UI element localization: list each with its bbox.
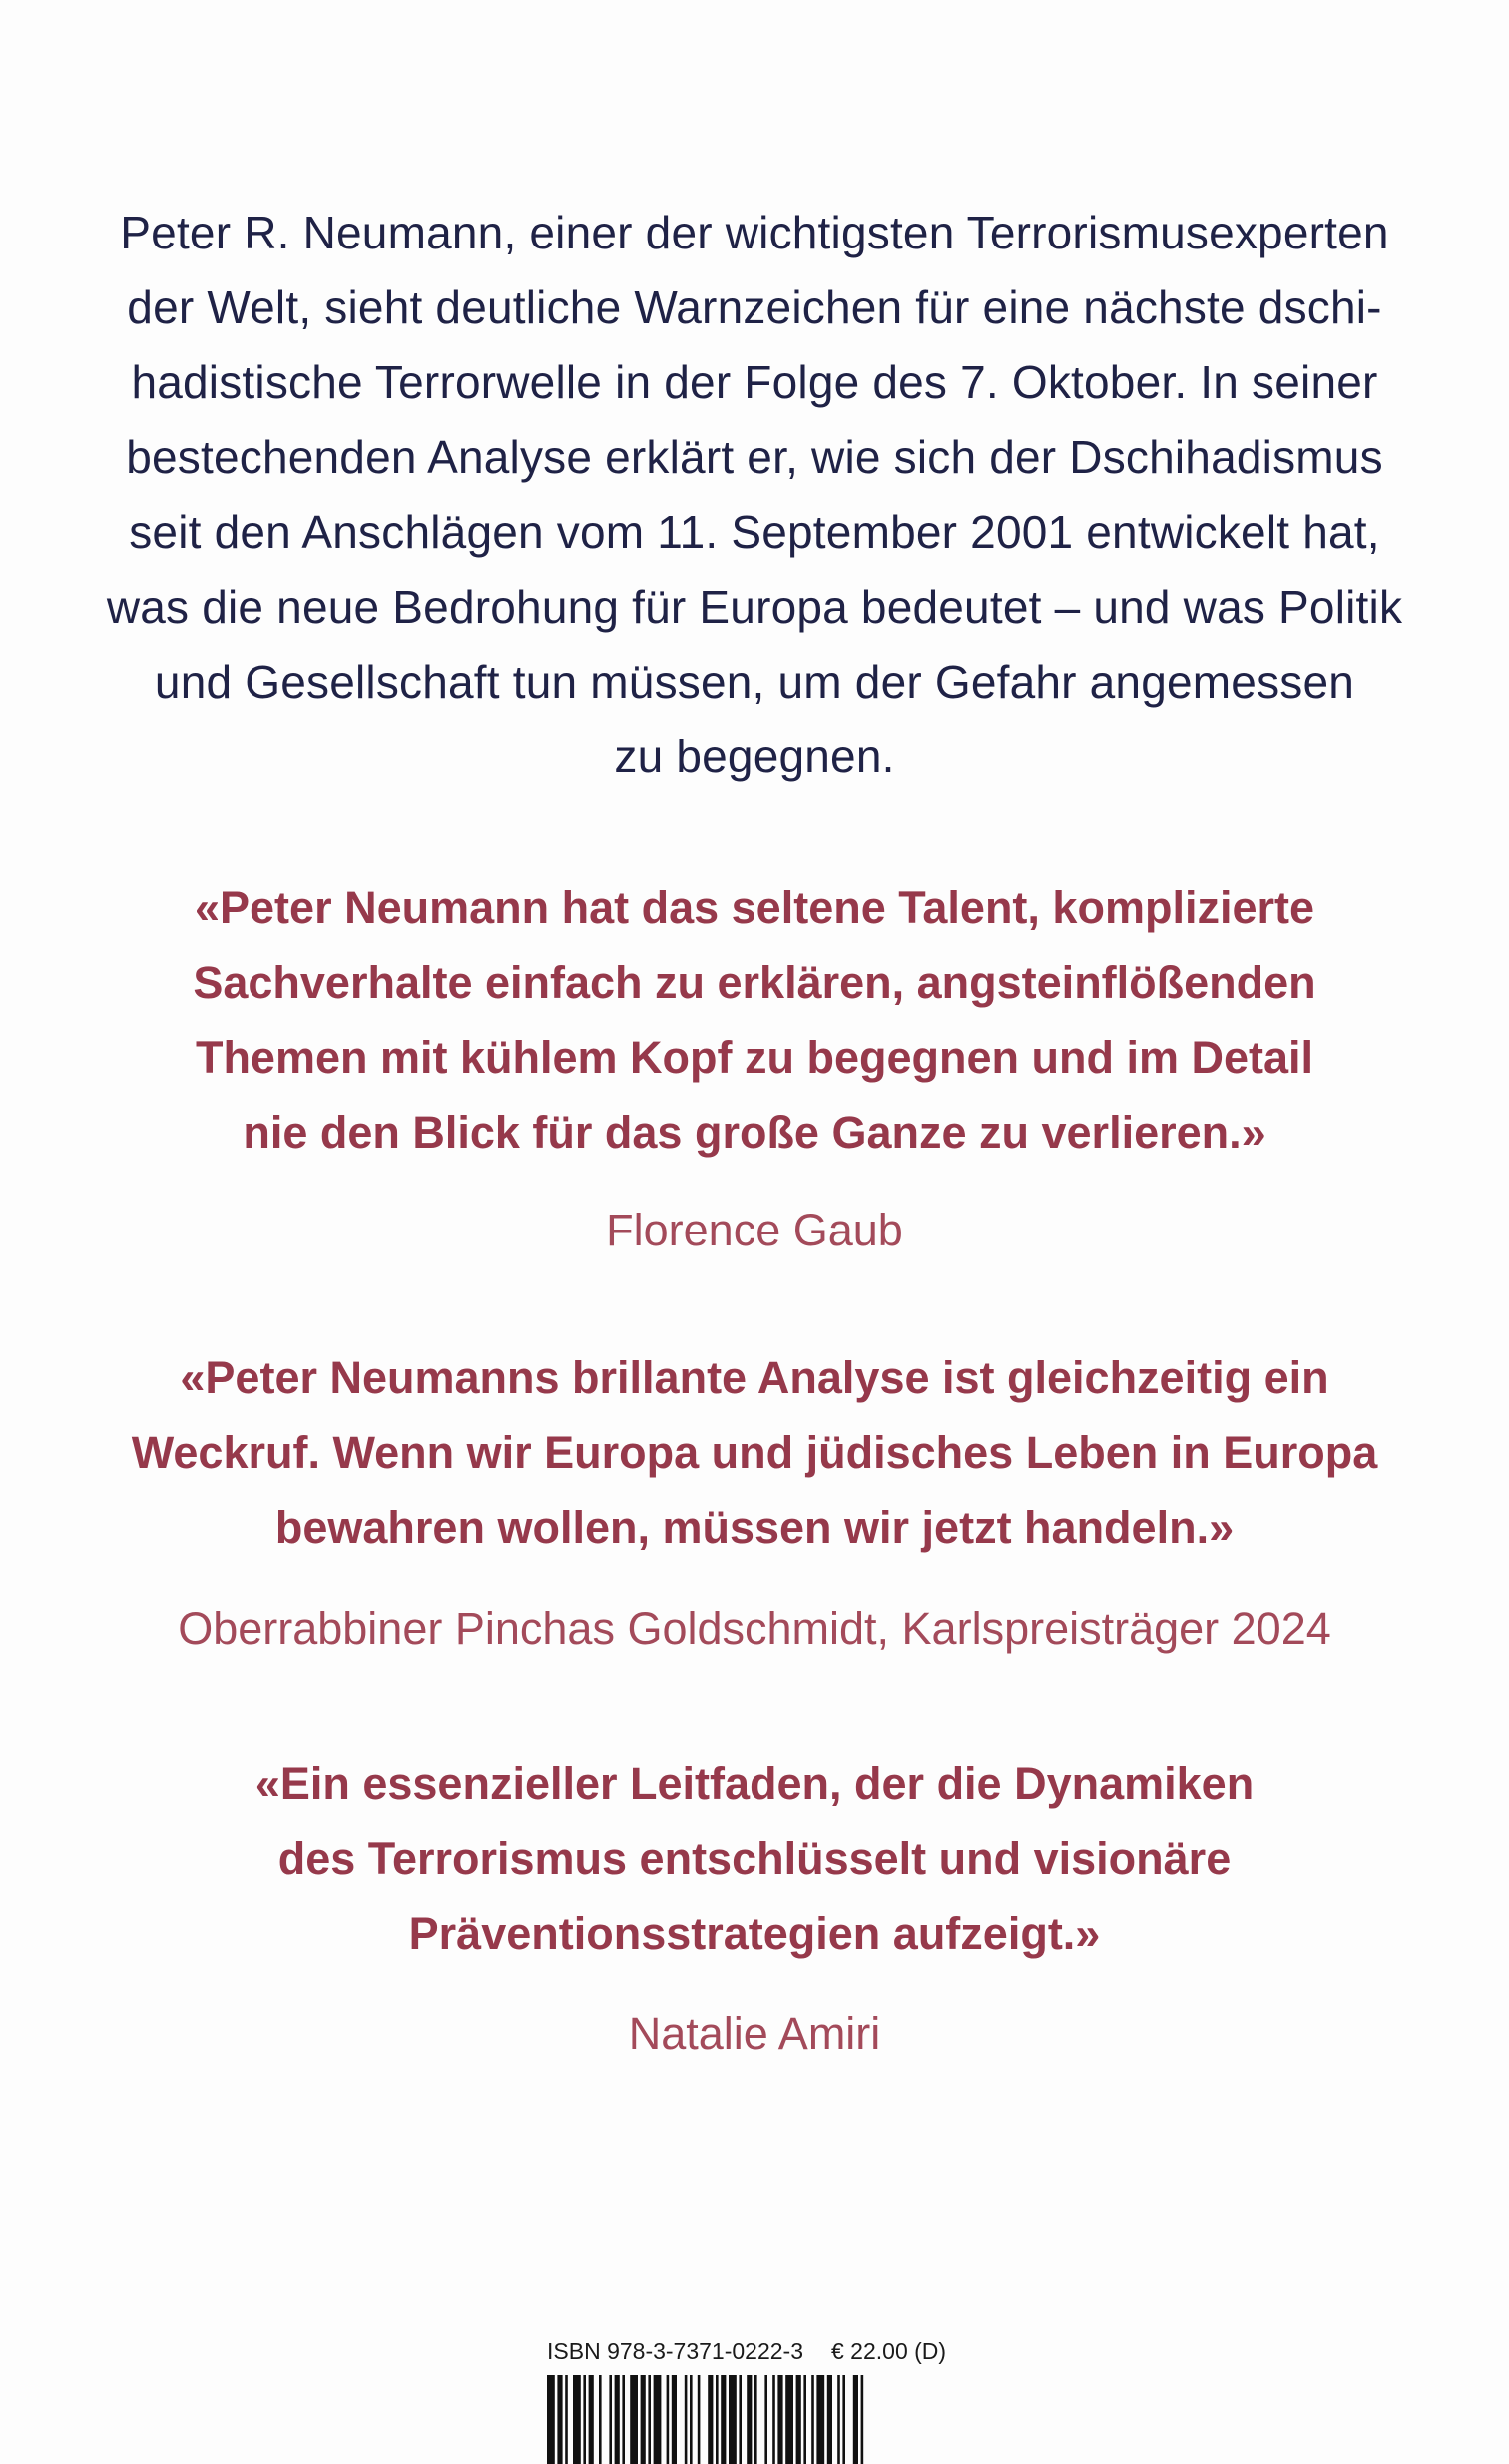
endorsement-quote-1 — [80, 870, 1429, 1170]
quote-line: nie den Blick für das große Ganze zu verlieren.» — [243, 1107, 1266, 1158]
endorsement-quote-2 — [80, 1340, 1429, 1565]
blurb-line: seit den Anschlägen vom 11. September 2001 entwickelt hat, — [129, 506, 1380, 558]
barcode-bar — [853, 2375, 858, 2464]
quote-line: «Peter Neumanns brillante Analyse ist gleichzeitig ein — [180, 1352, 1329, 1403]
barcode-bar — [654, 2375, 662, 2464]
blurb-line: Peter R. Neumann, einer der wichtigsten Terrorismusexperten — [120, 207, 1389, 258]
blurb-line: was die neue Bedrohung für Europa bedeutet – und was Politik — [106, 581, 1403, 633]
blurb-line: zu begegnen. — [614, 731, 895, 782]
barcode-bar — [861, 2375, 864, 2464]
isbn-price-row — [547, 2338, 966, 2365]
endorsement-author-3: Natalie Amiri — [628, 2008, 881, 2059]
barcode-bar — [837, 2375, 840, 2464]
barcode-bar — [842, 2375, 845, 2464]
barcode-bar — [667, 2375, 670, 2464]
barcode-bar — [690, 2375, 693, 2464]
barcode-bar — [573, 2375, 581, 2464]
blurb-line: bestechenden Analyse erklärt er, wie sich der Dschihadismus — [126, 431, 1383, 483]
quote-line: Themen mit kühlem Kopf zu begegnen und im Detail — [195, 1032, 1314, 1083]
blurb-text — [100, 196, 1409, 794]
quote-line: Präventionsstrategien aufzeigt.» — [408, 1908, 1101, 1959]
barcode-bar — [672, 2375, 677, 2464]
barcode-bar — [785, 2375, 793, 2464]
barcode-bar — [557, 2375, 562, 2464]
endorsement-author-1: Florence Gaub — [606, 1205, 903, 1255]
barcode-bar — [698, 2375, 701, 2464]
barcode-icon — [547, 2375, 960, 2464]
quote-line: Weckruf. Wenn wir Europa und jüdisches Leben in Europa — [131, 1427, 1378, 1478]
barcode-bar — [729, 2375, 737, 2464]
quote-line: «Peter Neumann hat das seltene Talent, komplizierte — [194, 882, 1314, 933]
blurb-line: und Gesellschaft tun müssen, um der Gefahr angemessen — [154, 656, 1355, 708]
barcode-bar — [583, 2375, 586, 2464]
blurb-line: der Welt, sieht deutliche Warnzeichen für eine nächste dschi- — [127, 281, 1382, 333]
price-label: € 22.00 (D) — [831, 2338, 947, 2364]
endorsement-author-2: Oberrabbiner Pinchas Goldschmidt, Karlspreisträger 2024 — [178, 1603, 1331, 1654]
barcode-bar — [772, 2375, 775, 2464]
quote-line: «Ein essenzieller Leitfaden, der die Dynamiken — [254, 1758, 1255, 1809]
endorsement-quote-3 — [80, 1746, 1429, 1971]
barcode-bar — [708, 2375, 713, 2464]
barcode-bar — [630, 2375, 638, 2464]
barcode-bar — [622, 2375, 625, 2464]
barcode-bar — [589, 2375, 594, 2464]
barcode-bar — [641, 2375, 646, 2464]
blurb-line: hadistische Terrorwelle in der Folge des 7. Oktober. In seiner — [131, 356, 1378, 408]
barcode-bar — [599, 2375, 602, 2464]
barcode-bar — [811, 2375, 814, 2464]
barcode-bar — [721, 2375, 726, 2464]
barcode-bar — [777, 2375, 782, 2464]
quote-line: Sachverhalte einfach zu erklären, angsteinflößenden — [193, 957, 1316, 1008]
barcode-bar — [739, 2375, 742, 2464]
barcode-bar — [547, 2375, 555, 2464]
quote-line: des Terrorismus entschlüsselt und visionäre — [277, 1833, 1232, 1884]
isbn-number: ISBN 978-3-7371-0222-3 — [547, 2338, 803, 2364]
barcode-bar — [648, 2375, 651, 2464]
barcode-bar — [796, 2375, 801, 2464]
barcode-bar — [764, 2375, 767, 2464]
barcode-bar — [609, 2375, 612, 2464]
barcode-bar — [827, 2375, 832, 2464]
barcode-bar — [615, 2375, 620, 2464]
barcode-bar — [803, 2375, 806, 2464]
barcode-bar — [747, 2375, 752, 2464]
quote-line: bewahren wollen, müssen wir jetzt handeln.» — [274, 1502, 1235, 1553]
barcode-bar — [754, 2375, 757, 2464]
barcode-bar — [565, 2375, 568, 2464]
barcode-bar — [716, 2375, 719, 2464]
barcode-bar — [685, 2375, 688, 2464]
barcode-bar — [816, 2375, 824, 2464]
